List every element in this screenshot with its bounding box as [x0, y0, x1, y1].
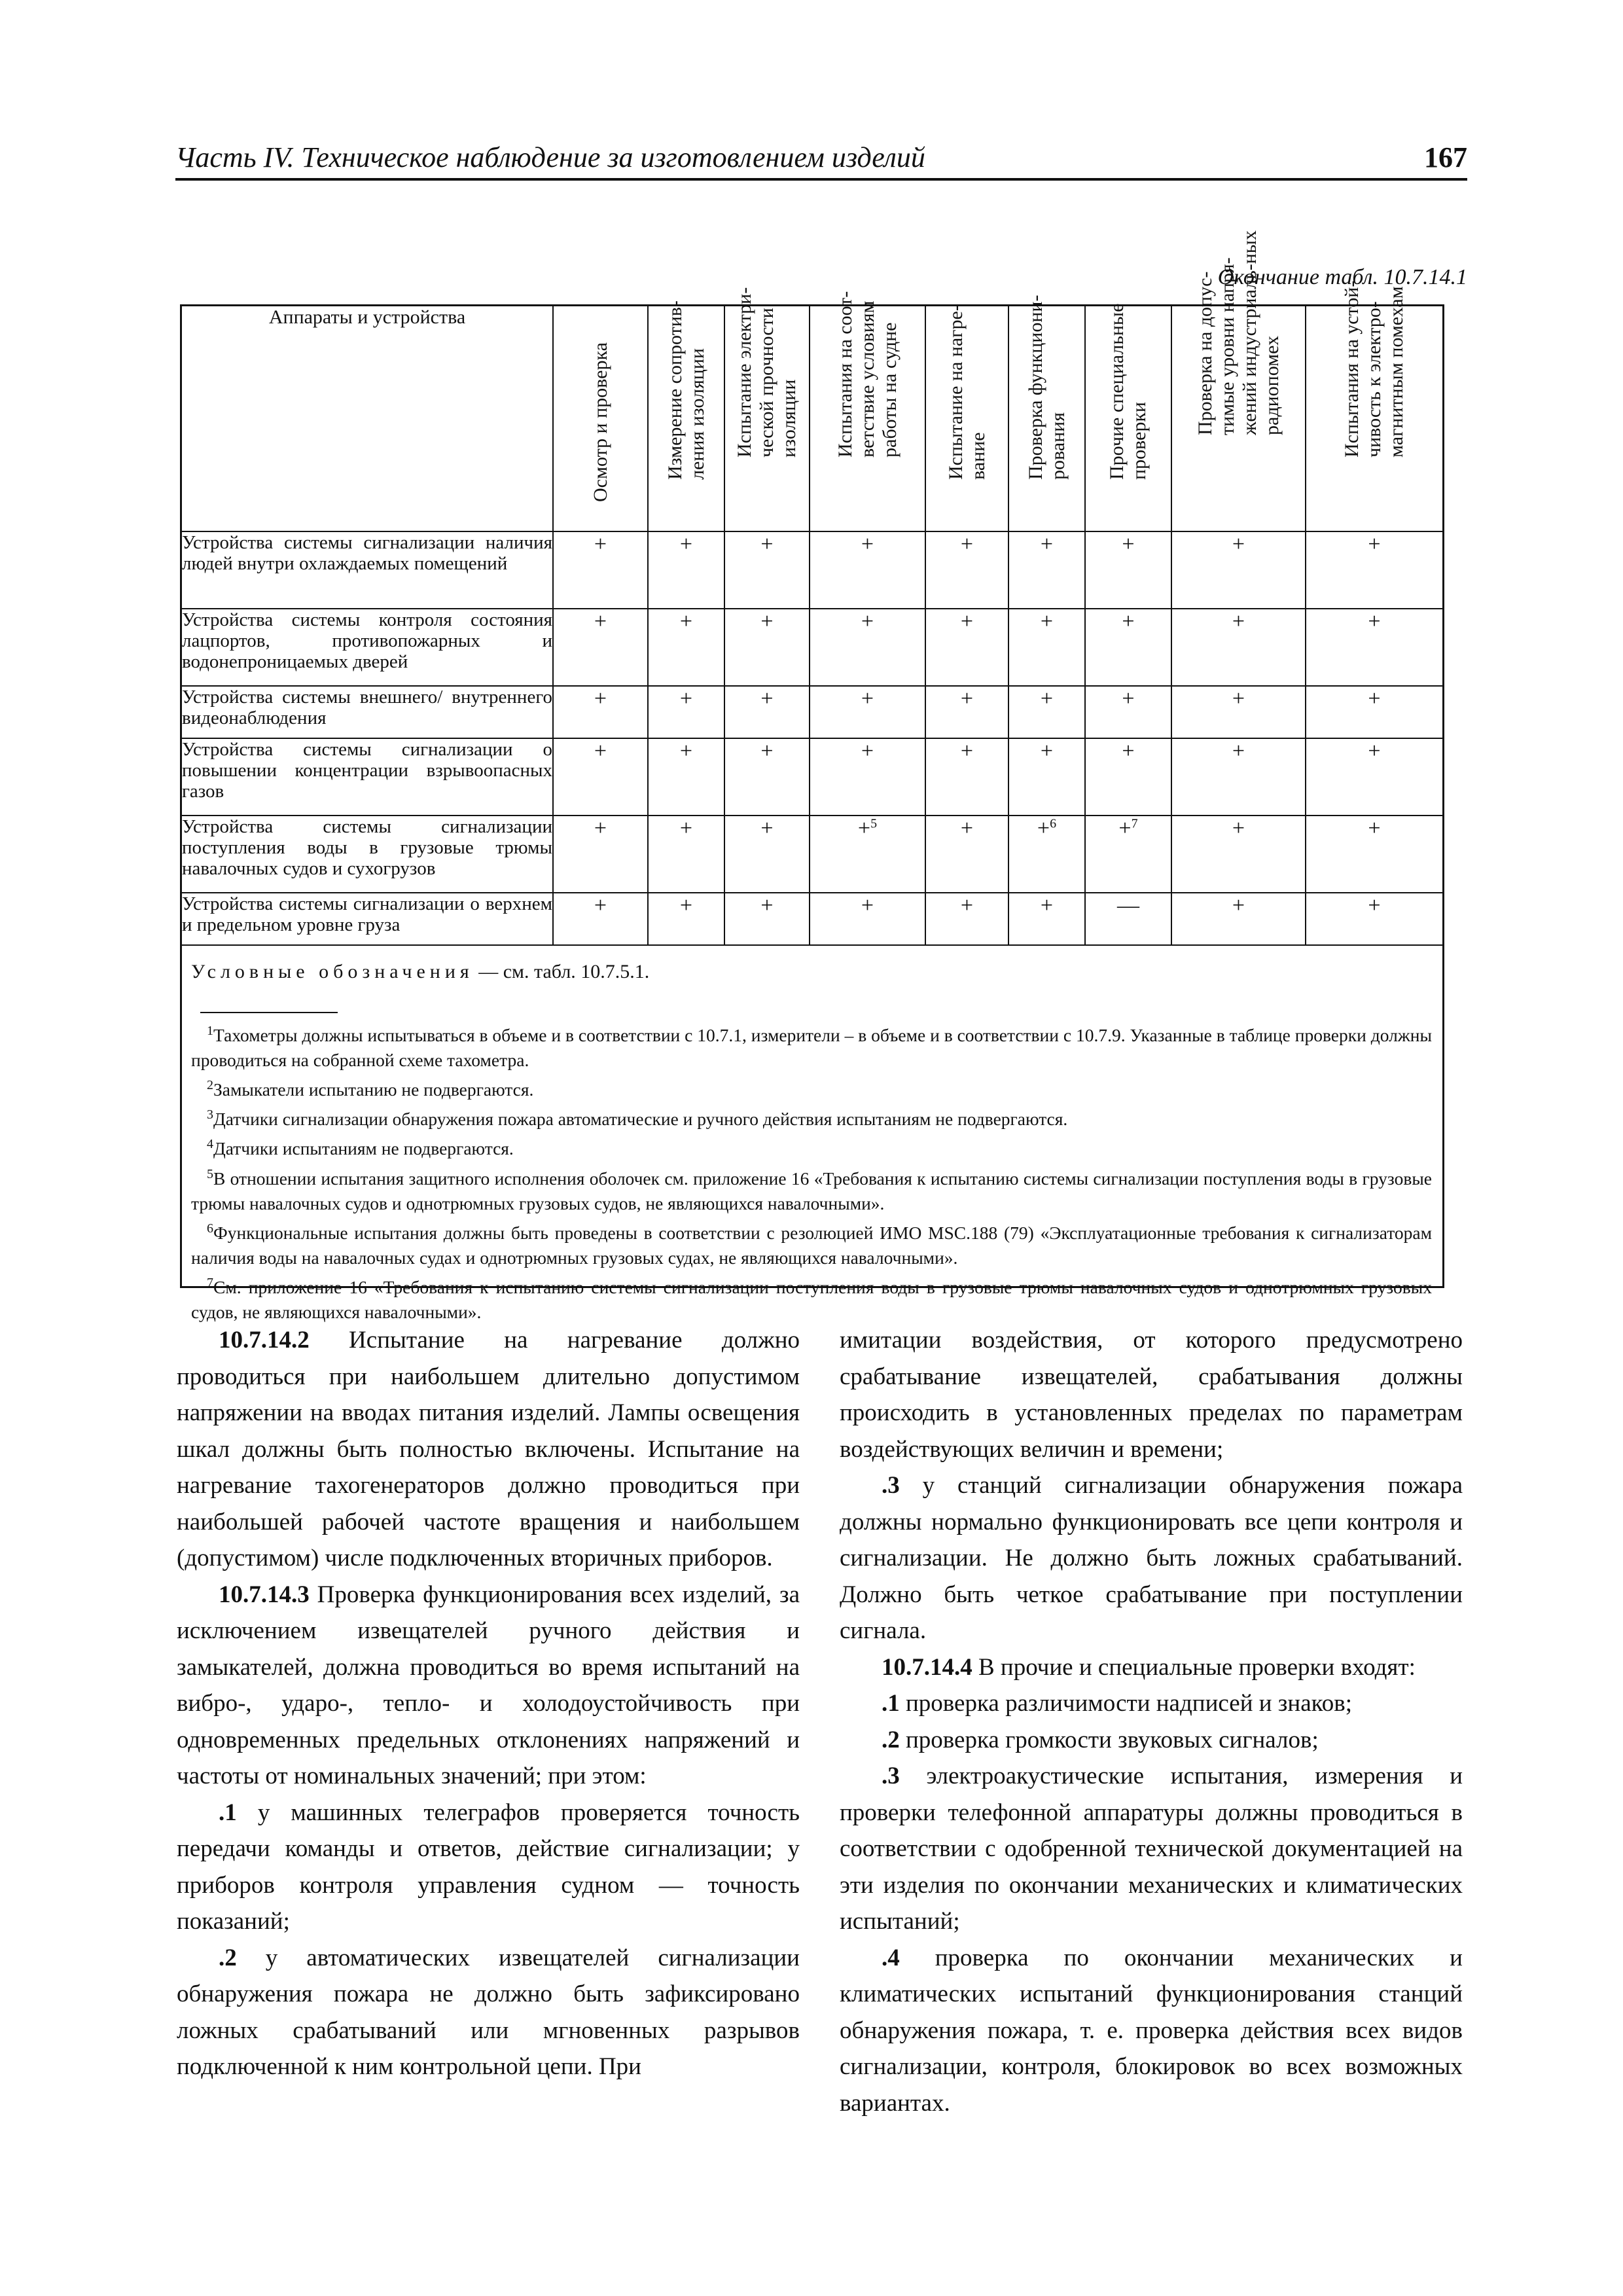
mark: + [960, 687, 974, 711]
column-header-label: Испытания на соот-ветствие условиям работы на судне [834, 291, 901, 457]
mark-cell [810, 738, 925, 816]
column-header [1306, 280, 1442, 531]
mark-cell [925, 531, 1008, 609]
mark: + [861, 893, 874, 918]
mark: + [760, 532, 774, 556]
footnote-number: 4 [207, 1137, 213, 1152]
mark-cell [1171, 686, 1306, 738]
clause-number: .1 [219, 1799, 237, 1826]
mark-cell [648, 816, 724, 893]
mark: + [861, 739, 874, 763]
table-caption: Окончание табл. 10.7.14.1 [1217, 265, 1467, 289]
mark: + [857, 816, 871, 840]
mark-cell [553, 738, 648, 816]
mark-cell [724, 738, 810, 816]
mark-cell [648, 738, 724, 816]
mark-cell [1171, 816, 1306, 893]
mark: + [760, 893, 774, 918]
mark: + [1037, 816, 1050, 840]
mark-cell [810, 609, 925, 686]
mark-cell [810, 531, 925, 609]
mark-cell [1085, 738, 1171, 816]
paragraph-text: у машинных телеграфов проверяется точность передачи команды и ответов, действие сигнализации; у приборов контроля управления судном — точность показаний; [177, 1799, 800, 1935]
mark: + [861, 532, 874, 556]
device-name: Устройства системы сигнализации поступления воды в грузовые трюмы навалочных судов и сухогрузов [182, 816, 553, 893]
paragraph-text: Испытание на нагревание должно проводиться при наибольшем длительно допустимом напряжении на вводах питания изделий. Лампы освещения шкал должны быть полностью включены. Испытание на нагревание тахогенераторов должно проводиться при наибольшей рабочей частоте вращения и наибольшем (допустимом) числе подключенных вторичных приборов. [177, 1327, 800, 1571]
footnote-text: Функциональные испытания должны быть проведены в соответствии с резолюцией ИМО MSC.188 (79) «Эксплуатационные требования к сигнализаторам наличия воды на навалочных судах и однотрюмных грузовых судах, не являющихся навалочными». [191, 1222, 1432, 1268]
paragraph [840, 1722, 1463, 1759]
paragraph-text: электроакустические испытания, измерения и проверки телефонной аппаратуры должны проводиться в соответствии с одобренной технической документацией на эти изделия по окончании механических и климатических испытаний; [840, 1763, 1463, 1935]
mark-cell [1306, 531, 1442, 609]
mark: + [1232, 609, 1245, 634]
mark: + [1232, 816, 1245, 840]
mark: + [861, 609, 874, 634]
mark-cell [1171, 738, 1306, 816]
mark-cell [810, 893, 925, 945]
mark: + [594, 893, 607, 918]
running-header [175, 137, 1467, 181]
paragraph [840, 1758, 1463, 1940]
paragraph [840, 1685, 1463, 1722]
table-footnotes [191, 1018, 1432, 1325]
table-row [182, 531, 1442, 609]
column-header [1171, 230, 1306, 531]
header-title: Часть IV. Техническое наблюдение за изготовлением изделий [175, 141, 925, 173]
mark-cell [724, 686, 810, 738]
mark-cell [1008, 738, 1085, 816]
clause-number: .3 [882, 1472, 900, 1499]
column-header [925, 306, 1008, 531]
paragraph-text: В прочие и специальные проверки входят: [972, 1653, 1416, 1681]
mark-cell [1085, 531, 1171, 609]
mark: — [1117, 893, 1139, 918]
mark: + [1040, 687, 1054, 711]
paragraph [840, 1649, 1463, 1686]
mark: + [594, 687, 607, 711]
mark: + [594, 532, 607, 556]
paragraph [177, 1577, 800, 1795]
mark: + [1040, 532, 1054, 556]
clause-number: .4 [882, 1944, 900, 1971]
mark-cell [724, 816, 810, 893]
devices-column-header: Аппараты и устройства [182, 306, 553, 531]
column-header [810, 291, 925, 531]
paragraph [177, 1795, 800, 1940]
mark-cell [1008, 816, 1085, 893]
footnote-ref: 7 [1131, 816, 1138, 831]
footnote-number: 1 [207, 1024, 213, 1038]
mark-cell [648, 893, 724, 945]
mark-cell [1171, 893, 1306, 945]
footnote-text: Тахометры должны испытываться в объеме и в соответствии с 10.7.1, измерители – в объеме и в соответствии с 10.7.9. Указанные в таблице проверки должны проводиться на собранной схеме тахометра. [191, 1025, 1432, 1071]
device-name: Устройства системы контроля состояния лацпортов, противопожарных и водонепроницаемых дверей [182, 609, 553, 686]
mark-cell [1008, 609, 1085, 686]
mark: + [1368, 739, 1381, 763]
mark: + [1368, 893, 1381, 918]
mark: + [760, 739, 774, 763]
mark: + [679, 609, 693, 634]
mark-cell [553, 893, 648, 945]
mark: + [1040, 893, 1054, 918]
column-header-label: Испытание электри-ческой прочности изоляции [734, 287, 800, 457]
footnote [191, 1102, 1432, 1132]
mark-cell [553, 609, 648, 686]
footnote-ref: 6 [1050, 816, 1057, 831]
mark-cell [553, 816, 648, 893]
mark-cell [1085, 816, 1171, 893]
mark: + [861, 687, 874, 711]
mark: + [679, 893, 693, 918]
mark-cell [1008, 531, 1085, 609]
mark-cell [925, 686, 1008, 738]
mark-cell [1008, 893, 1085, 945]
mark-cell [925, 609, 1008, 686]
mark-cell [925, 893, 1008, 945]
mark: + [960, 816, 974, 840]
mark: + [760, 609, 774, 634]
paragraph-text: у станций сигнализации обнаружения пожара должны нормально функционировать все цепи контроля и сигнализации. Не должно быть ложных срабатываний. Должно быть четкое срабатывание при поступлении сигнала. [840, 1472, 1463, 1644]
footnote-number: 6 [207, 1221, 213, 1236]
column-header-label: Испытание на нагре-вание [944, 304, 989, 480]
mark: + [960, 739, 974, 763]
mark-cell [1171, 609, 1306, 686]
mark-cell [1171, 531, 1306, 609]
mark: + [1040, 739, 1054, 763]
mark-cell [1085, 893, 1171, 945]
table-row [182, 609, 1442, 686]
footnote-text: Датчики испытаниям не подвергаются. [213, 1138, 514, 1159]
mark: + [679, 739, 693, 763]
table-row [182, 686, 1442, 738]
mark-cell [810, 816, 925, 893]
mark-cell [553, 531, 648, 609]
table-row [182, 816, 1442, 893]
body-column-left [177, 1322, 800, 2085]
mark: + [594, 609, 607, 634]
paragraph [840, 1940, 1463, 2122]
legend-text: — см. табл. 10.7.5.1. [473, 961, 650, 982]
mark-cell [724, 609, 810, 686]
footnote [191, 1162, 1432, 1216]
mark-cell [648, 609, 724, 686]
mark: + [1232, 893, 1245, 918]
clause-number: .2 [219, 1944, 237, 1971]
footnote [191, 1132, 1432, 1161]
mark: + [1232, 532, 1245, 556]
clause-number: 10.7.14.2 [219, 1327, 310, 1354]
body-column-right [840, 1322, 1463, 2121]
mark-cell [1306, 609, 1442, 686]
device-name: Устройства системы сигнализации о повышении концентрации взрывоопасных газов [182, 738, 553, 816]
paragraph [177, 1322, 800, 1577]
mark-cell [724, 531, 810, 609]
column-header-label: Проверка функциони-рования [1024, 295, 1069, 480]
mark-cell [1085, 609, 1171, 686]
mark: + [1232, 687, 1245, 711]
clause-number: .2 [882, 1726, 900, 1753]
column-header [724, 287, 810, 531]
paragraph [177, 1940, 800, 2085]
mark-cell [553, 686, 648, 738]
mark: + [1118, 816, 1132, 840]
mark: + [1368, 532, 1381, 556]
paragraph-text: имитации воздействия, от которого предусмотрено срабатывание извещателей, срабатывания должны происходить в установленных пределах по параметрам воздействующих величин и времени; [840, 1327, 1463, 1463]
table-row [182, 893, 1442, 945]
device-name: Устройства системы сигнализации наличия людей внутри охлаждаемых помещений [182, 531, 553, 609]
mark: + [679, 687, 693, 711]
column-header-label: Осмотр и проверка [589, 342, 611, 502]
mark-cell [1085, 686, 1171, 738]
clause-number: .1 [882, 1690, 900, 1717]
mark: + [1368, 687, 1381, 711]
mark: + [1232, 739, 1245, 763]
paragraph-text: Проверка функционирования всех изделий, за исключением извещателей ручного действия и замыкателей, должна проводиться во время испытаний на вибро-, ударо-, тепло- и холодоустойчивость при одновременных предельных отклонениях напряжений и частоты от номинальных значений; при этом: [177, 1581, 800, 1789]
mark: + [1122, 739, 1135, 763]
mark: + [960, 893, 974, 918]
paragraph [840, 1322, 1463, 1467]
mark: + [1122, 532, 1135, 556]
column-header-label: Измерение сопротив-ления изоляции [664, 300, 708, 480]
mark: + [1040, 609, 1054, 634]
clause-number: 10.7.14.4 [882, 1653, 972, 1681]
clause-number: 10.7.14.3 [219, 1581, 310, 1608]
mark-cell [648, 531, 724, 609]
footnote-text: В отношении испытания защитного исполнения оболочек см. приложение 16 «Требования к испытанию системы сигнализации поступления воды в грузовые трюмы навалочных судов и однотрюмных грузовых судов, не являющихся навалочными». [191, 1168, 1432, 1213]
device-name: Устройства системы сигнализации о верхнем и предельном уровне груза [182, 893, 553, 945]
footnote-number: 5 [207, 1166, 213, 1181]
footnote-text: См. приложение 16 «Требования к испытанию системы сигнализации поступления воды в грузовые трюмы навалочных судов и однотрюмных грузовых судов, не являющихся навалочными». [191, 1277, 1432, 1323]
column-header [648, 300, 724, 531]
mark: + [1122, 609, 1135, 634]
mark-cell [1306, 816, 1442, 893]
mark-cell [810, 686, 925, 738]
column-header [553, 306, 648, 531]
mark: + [960, 532, 974, 556]
paragraph [840, 1467, 1463, 1649]
footnote-number: 2 [207, 1078, 213, 1093]
mark: + [760, 687, 774, 711]
footnote-ref: 5 [870, 816, 878, 831]
mark-cell [1306, 738, 1442, 816]
footnote-text: Датчики сигнализации обнаружения пожара автоматические и ручного действия испытаниям не подвергаются. [213, 1109, 1068, 1130]
mark-cell [724, 893, 810, 945]
mark: + [679, 816, 693, 840]
mark: + [760, 816, 774, 840]
legend-label: Условные обозначения [191, 961, 474, 982]
mark-cell [925, 816, 1008, 893]
mark: + [594, 739, 607, 763]
mark-cell [1008, 686, 1085, 738]
footnote [191, 1073, 1432, 1102]
mark: + [679, 532, 693, 556]
mark-cell [925, 738, 1008, 816]
paragraph-text: проверка по окончании механических и климатических испытаний функционирования станций обнаружения пожара, т. е. проверка действия всех видов сигнализации, контроля, блокировок во всех возможных вариантах. [840, 1944, 1463, 2117]
column-header [1008, 295, 1085, 531]
mark-cell [648, 686, 724, 738]
column-header-label: Испытания на устой-чивость к электро-магнитным помехам [1341, 280, 1407, 457]
page-number: 167 [1424, 141, 1467, 173]
clause-number: .3 [882, 1763, 900, 1789]
mark: + [960, 609, 974, 634]
column-header-label: Прочие специальные проверки [1106, 303, 1150, 480]
mark: + [594, 816, 607, 840]
footnote-separator [200, 1012, 338, 1013]
mark-cell [1306, 686, 1442, 738]
footnote-number: 7 [207, 1275, 213, 1290]
column-header [1085, 303, 1171, 531]
paragraph-text: проверка громкости звуковых сигналов; [899, 1726, 1319, 1753]
footnote [191, 1018, 1432, 1073]
footnote [191, 1216, 1432, 1270]
table-row [182, 738, 1442, 816]
mark: + [1122, 687, 1135, 711]
footnote-number: 3 [207, 1107, 213, 1122]
paragraph-text: проверка различимости надписей и знаков; [899, 1690, 1352, 1717]
paragraph-text: у автоматических извещателей сигнализации обнаружения пожара не должно быть зафиксировано ложных срабатываний или мгновенных разрывов подключенной к ним контрольной цепи. При [177, 1944, 800, 2080]
footnote-text: Замыкатели испытанию не подвергаются. [213, 1079, 534, 1100]
device-name: Устройства системы внешнего/ внутреннего видеонаблюдения [182, 686, 553, 738]
mark: + [1368, 609, 1381, 634]
legend [191, 961, 649, 983]
mark: + [1368, 816, 1381, 840]
footnote [191, 1270, 1432, 1325]
mark-cell [1306, 893, 1442, 945]
column-header-label: Проверка на допус-тимые уровни напря-жений индустриаль-ных радиопомех [1194, 230, 1283, 435]
